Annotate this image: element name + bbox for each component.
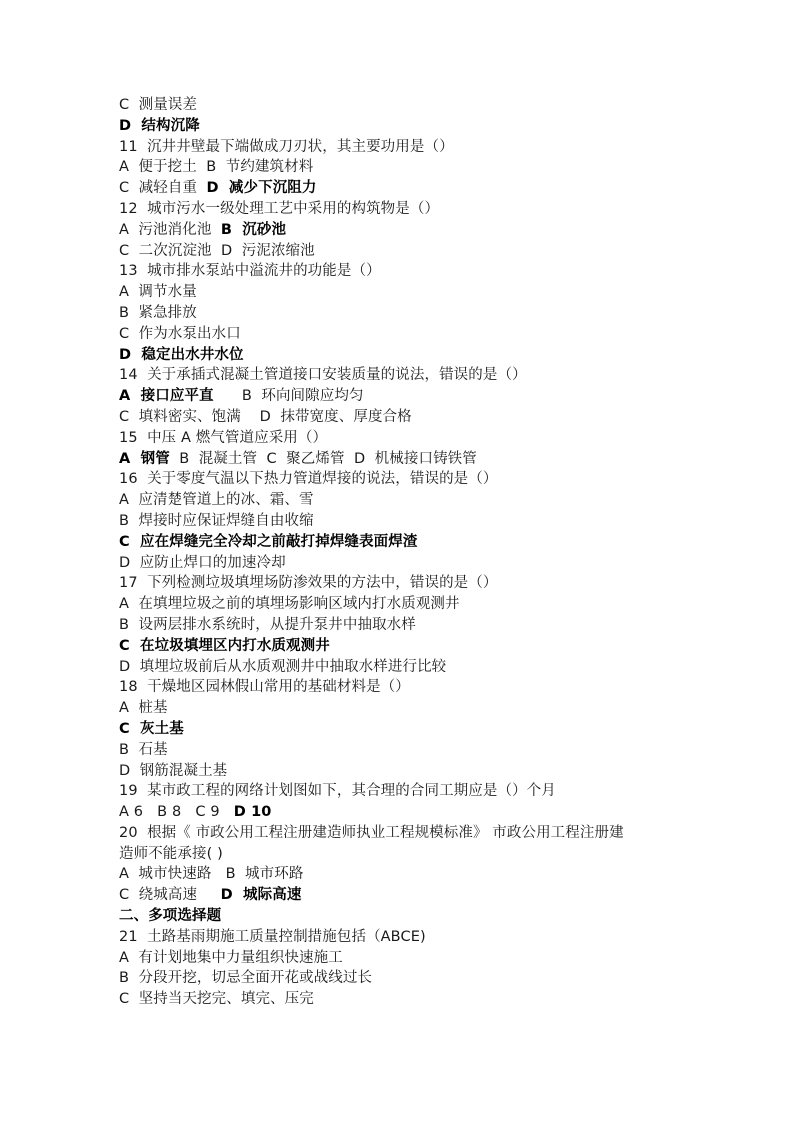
text-line (119, 220, 689, 241)
line-text: D 填埋垃圾前后从水质观测井中抽取水样进行比较 (119, 658, 447, 675)
text-line (119, 781, 689, 802)
line-text: 16 关于零度气温以下热力管道焊接的说法，错误的是（） (119, 471, 498, 488)
text-line (119, 95, 689, 116)
answer-text: C 应在焊缝完全冷却之前敲打掉焊缝表面焊渣 (119, 533, 418, 550)
line-text: C 填料密实、饱满 D 抹带宽度、厚度合格 (119, 408, 412, 425)
answer-text: D 结构沉降 (119, 117, 200, 134)
line-text: A 有计划地集中力量组织快速施工 (119, 949, 343, 966)
line-text: C 坚持当天挖完、填完、压完 (119, 991, 314, 1008)
text-line (119, 740, 689, 761)
line-text: 12 城市污水一级处理工艺中采用的构筑物是（） (119, 200, 440, 217)
line-text: 13 城市排水泵站中溢流井的功能是（） (119, 263, 381, 280)
document-page (119, 95, 689, 1010)
text-line (119, 449, 689, 470)
text-line (119, 927, 689, 948)
text-line (119, 303, 689, 324)
answer-text: D 10 (233, 804, 272, 821)
line-text: A 在填埋垃圾之前的填埋场影响区域内打水质观测井 (119, 596, 460, 613)
line-text: A 6 B 8 C 9 (119, 804, 234, 821)
text-line (119, 989, 689, 1010)
answer-text: D 城际高速 (220, 887, 302, 904)
text-line (119, 407, 689, 428)
answer-text: D 减少下沉阻力 (206, 180, 317, 197)
text-line (119, 761, 689, 782)
line-text: B 混凝土管 C 聚乙烯管 D 机械接口铸铁管 (169, 450, 477, 467)
text-line (119, 968, 689, 989)
line-text: 17 下列检测垃圾填埋场防渗效果的方法中，错误的是（） (119, 575, 498, 592)
text-line (119, 282, 689, 303)
line-text: B 设两层排水系统时，从提升泵井中抽取水样 (119, 616, 416, 633)
line-text: D 钢筋混凝土基 (119, 762, 228, 779)
text-line (119, 490, 689, 511)
text-line (119, 719, 689, 740)
line-text: 18 干燥地区园林假山常用的基础材料是（） (119, 679, 410, 696)
text-line (119, 469, 689, 490)
text-line (119, 823, 689, 844)
text-line (119, 615, 689, 636)
text-line (119, 178, 689, 199)
line-text: B 紧急排放 (119, 304, 197, 321)
line-text: B 焊接时应保证焊缝自由收缩 (119, 512, 314, 529)
line-text: C 作为水泵出水口 (119, 325, 241, 342)
text-line (119, 553, 689, 574)
text-line (119, 532, 689, 553)
line-text: 19 某市政工程的网络计划图如下，其合理的合同工期应是（）个月 (119, 783, 556, 800)
answer-text: D 稳定出水井水位 (119, 346, 244, 363)
line-text: C 测量误差 (119, 97, 198, 113)
line-text: C 减轻自重 (119, 180, 207, 197)
text-line (119, 677, 689, 698)
line-text: B 石基 (119, 741, 168, 758)
line-text: 15 中压 A 燃气管道应采用（） (119, 429, 328, 446)
text-line (119, 365, 689, 386)
answer-text: 二、多项选择题 (119, 908, 222, 925)
text-line (119, 885, 689, 906)
line-text: A 调节水量 (119, 284, 197, 301)
line-text: A 便于挖土 B 节约建筑材料 (119, 159, 314, 176)
text-line (119, 698, 689, 719)
line-text: 14 关于承插式混凝土管道接口安装质量的说法，错误的是（） (119, 367, 527, 384)
answer-text: C 在垃圾填埋区内打水质观测井 (119, 637, 330, 654)
line-text: 造师不能承接( ) (119, 845, 223, 862)
text-line (119, 864, 689, 885)
line-text: C 二次沉淀池 D 污泥浓缩池 (119, 242, 315, 259)
text-line (119, 428, 689, 449)
text-line (119, 116, 689, 137)
answer-text: B 沉砂池 (220, 221, 287, 238)
answer-text: C 灰土基 (119, 720, 184, 737)
text-line (119, 657, 689, 678)
text-line (119, 948, 689, 969)
text-line (119, 573, 689, 594)
text-line (119, 241, 689, 262)
text-line (119, 345, 689, 366)
line-text: A 桩基 (119, 700, 168, 717)
text-line (119, 386, 689, 407)
text-line (119, 636, 689, 657)
text-line (119, 324, 689, 345)
line-text: A 污池消化池 (119, 221, 221, 238)
text-line (119, 157, 689, 178)
line-text: 21 土路基雨期施工质量控制措施包括（ABCE) (119, 928, 426, 945)
answer-text: A 钢管 (119, 450, 170, 467)
text-line (119, 199, 689, 220)
line-text: A 应清楚管道上的冰、霜、雪 (119, 492, 314, 509)
line-text: C 绕城高速 (119, 887, 221, 904)
line-text: 11 沉井井壁最下端做成刀刃状，其主要功用是（） (119, 138, 454, 155)
text-line (119, 137, 689, 158)
line-text: A 城市快速路 B 城市环路 (119, 866, 304, 883)
text-line (119, 906, 689, 927)
answer-text: A 接口应平直 (119, 388, 214, 405)
line-text: B 环向间隙应均匀 (213, 388, 364, 405)
text-line (119, 844, 689, 865)
text-line (119, 594, 689, 615)
line-text: 20 根据《 市政公用工程注册建造师执业工程规模标准》 市政公用工程注册建 (119, 824, 624, 841)
line-text: D 应防止焊口的加速冷却 (119, 554, 286, 571)
text-line (119, 261, 689, 282)
text-line (119, 511, 689, 532)
line-text: B 分段开挖，切忌全面开花或战线过长 (119, 970, 373, 987)
text-line (119, 802, 689, 823)
